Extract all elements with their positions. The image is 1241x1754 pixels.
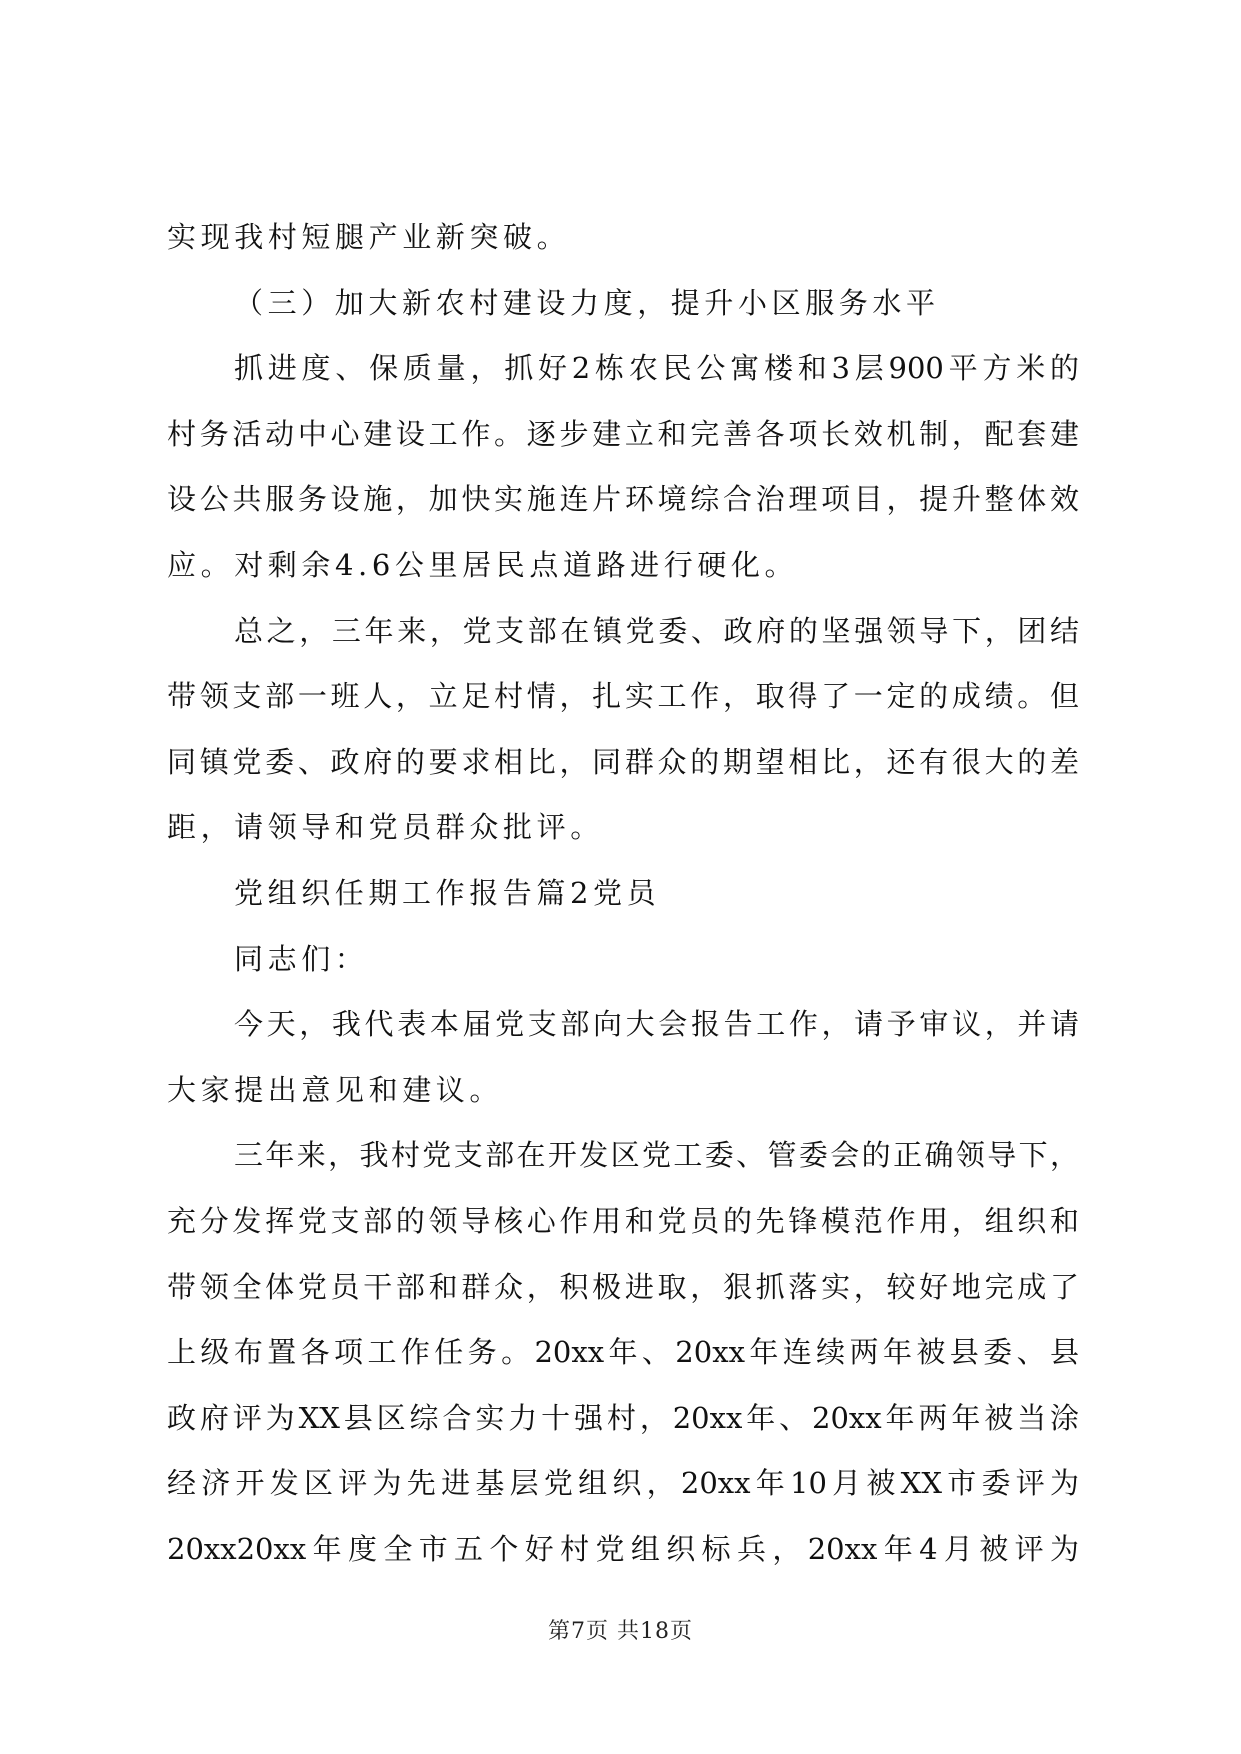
text-line: 总之，三年来，党支部在镇党委、政府的坚强领导下，团结: [234, 613, 1079, 648]
text-line: 设公共服务设施，加快实施连片环境综合治理项目，提升整体效: [167, 482, 1079, 517]
page-number-footer: 第7页 共18页: [548, 1619, 693, 1644]
text-line: 政府评为XX县区综合实力十强村，20xx年、20xx年两年被当涂: [167, 1400, 1079, 1435]
text-line: 距，请领导和党员群众批评。: [167, 810, 604, 845]
report-title: 党组织任期工作报告篇2党员: [234, 875, 661, 910]
text-line: 三年来，我村党支部在开发区党工委、管委会的正确领导下，: [234, 1138, 1079, 1173]
text-line: 带领全体党员干部和群众，积极进取，狠抓落实，较好地完成了: [167, 1269, 1079, 1304]
text-line: 抓进度、保质量，抓好2栋农民公寓楼和3层900平方米的: [234, 351, 1079, 386]
text-line: 同镇党委、政府的要求相比，同群众的期望相比，还有很大的差: [167, 744, 1079, 779]
text-line: 应。对剩余4.6公里居民点道路进行硬化。: [167, 547, 799, 582]
text-line: 今天，我代表本届党支部向大会报告工作，请予审议，并请: [234, 1007, 1079, 1042]
text-line: 大家提出意见和建议。: [167, 1072, 504, 1107]
section-heading: （三）加大新农村建设力度，提升小区服务水平: [234, 285, 940, 320]
text-line: 村务活动中心建设工作。逐步建立和完善各项长效机制，配套建: [167, 416, 1079, 451]
document-body: [167, 205, 1079, 1582]
text-line: 实现我村短腿产业新突破。: [167, 220, 571, 254]
text-line: 经济开发区评为先进基层党组织，20xx年10月被XX市委评为: [167, 1466, 1079, 1501]
text-line: 充分发挥党支部的领导核心作用和党员的先锋模范作用，组织和: [167, 1203, 1079, 1238]
text-line: 带领支部一班人，立足村情，扎实工作，取得了一定的成绩。但: [167, 679, 1079, 714]
text-line: 20xx20xx年度全市五个好村党组织标兵，20xx年4月被评为: [167, 1531, 1079, 1566]
text-line: 上级布置各项工作任务。20xx年、20xx年连续两年被县委、县: [167, 1335, 1079, 1370]
salutation: 同志们：: [234, 941, 369, 976]
